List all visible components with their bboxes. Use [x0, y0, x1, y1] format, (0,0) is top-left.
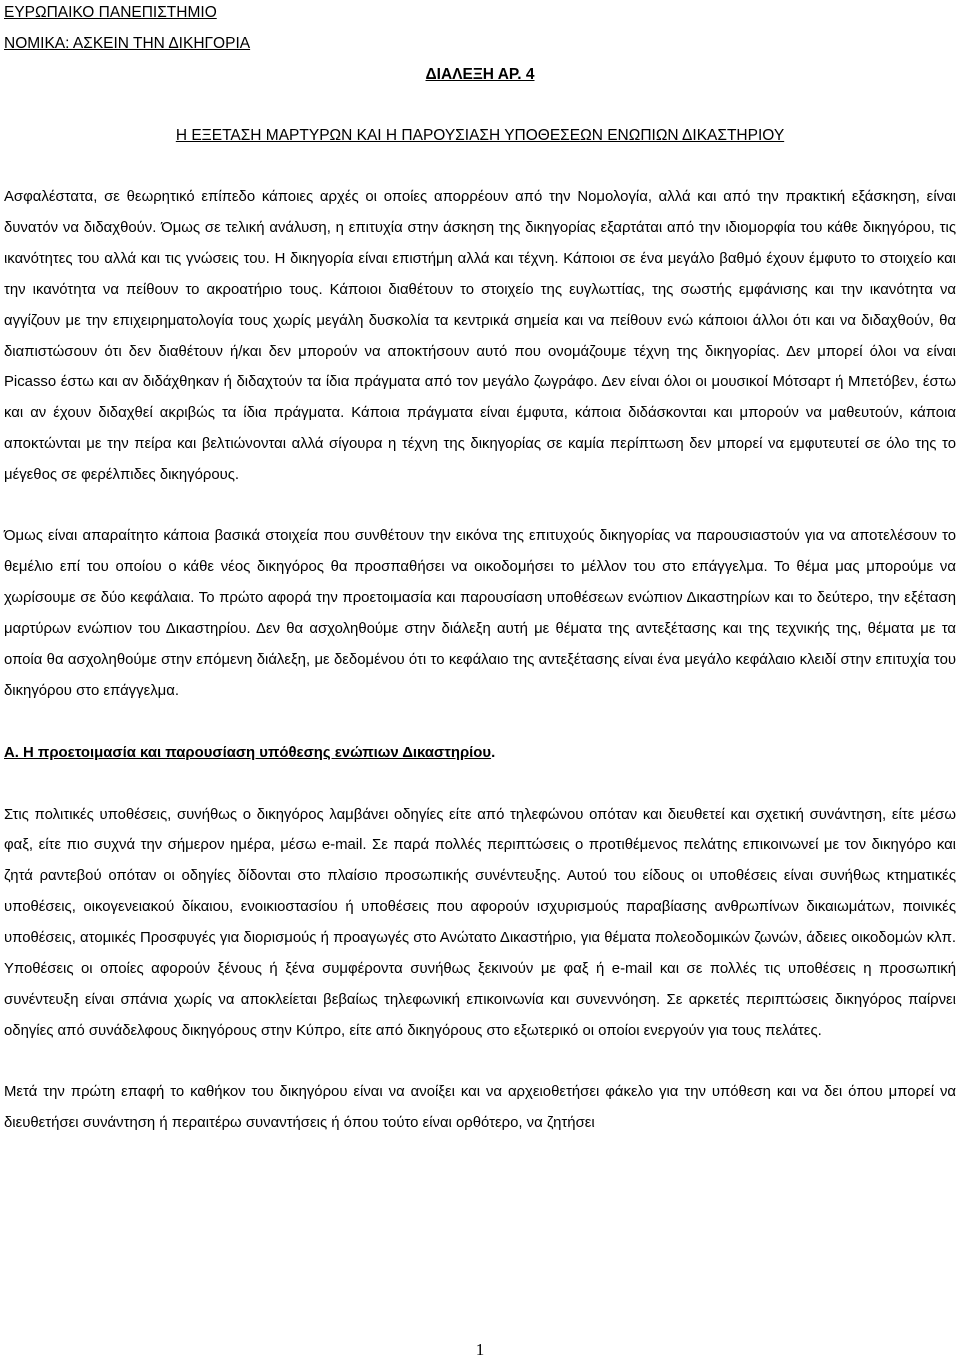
course-heading: ΝΟΜΙΚΑ: ΑΣΚΕΙΝ ΤΗΝ ΔΙΚΗΓΟΡΙΑ [4, 35, 251, 52]
lecture-title: Η ΕΞΕΤΑΣΗ ΜΑΡΤΥΡΩΝ ΚΑΙ Η ΠΑΡΟΥΣΙΑΣΗ ΥΠΟΘΕΣΕΩΝ ΕΝΩΠΙΩΝ ΔΙΚΑΣΤΗΡΙΟΥ [175, 127, 785, 144]
university-heading: ΕΥΡΩΠΑΙΚΟ ΠΑΝΕΠΙΣΤΗΜΙΟ [4, 4, 217, 21]
document-page [4, 0, 956, 1139]
page-number: 1 [475, 1340, 485, 1359]
section-a-period: . [491, 744, 496, 761]
paragraph-3: Στις πολιτικές υποθέσεις, συνήθως ο δικηγόρος λαμβάνει οδηγίες είτε από τηλεφώνου οπόταν και διευθετεί και σχετική συνάντηση, είτε μέσω φαξ, είτε πιο συχνά την σήμερον ημέρα, μέσω e-mail. Σε παρά πολλές περιπτώσεις ο προτιθέμενος πελάτης επικοινωνεί με τον δικηγόρο και ζητά ραντεβού οπόταν οι οδηγίες δίδονται στο πλαίσιο προσωπικής συνέντευξης. Αυτού του είδους οι υποθέσεις είναι συνήθως κτηματικές υποθέσεις, οικογενειακού δίκαιου, ενοικιοστασίου ή υποθέσεις που αφορούν ισχυρισμούς παραβίασης ανθρωπίνων δικαιωμάτων, ποινικές υποθέσεις, ατομικές Προσφυγές για διορισμούς ή προαγωγές στο Ανώτατο Δικαστήριο, για θέματα πολεοδομικών ζωνών, άδειες οικοδομών κλπ. Υποθέσεις οι οποίες αφορούν ξένους ή ξένα συμφέροντα συνήθως ξεκινούν με φαξ ή e-mail και σε πολλές τις υποθέσεις η προσωπική συνέντευξη είναι σπάνια χωρίς να αποκλείεται βεβαίως τηλεφωνική επικοινωνία και συνεννόηση. Σε αρκετές περιπτώσεις δικηγόρος παίρνει οδηγίες από συνάδελφους δικηγόρους στην Κύπρο, είτε από δικηγόρους στο εξωτερικό οι οποίοι ενεργούν για τους πελάτες. [4, 806, 956, 1039]
paragraph-1: Ασφαλέστατα, σε θεωρητικό επίπεδο κάποιες αρχές οι οποίες απορρέουν από την Νομολογία, αλλά και από την πρακτική εξάσκηση, είναι δυνατόν να διδαχθούν. Όμως σε τελική ανάλυση, η επιτυχία στην άσκηση της δικηγορίας εξαρτάται από την ιδιομορφία του κάθε δικηγόρου, τις ικανότητες του αλλά και τις γνώσεις του. Η δικηγορία είναι επιστήμη αλλά και τέχνη. Κάποιοι σε ένα μεγάλο βαθμό έχουν έμφυτο το στοιχείο και την ικανότητα να πείθουν το ακροατήριο τους. Κάποιοι διαθέτουν το στοιχείο της ευγλωττίας, της σωστής εμφάνισης και την ικανότητα να αγγίζουν με την επιχειρηματολογία τους χωρίς μεγάλη δυσκολία τα κεντρικά σημεία και να πείθουν ενώ κάποιοι άλλοι ότι και να διδαχθούν, θα διαπιστώσουν ότι δεν διαθέτουν ή/και δεν μπορούν να αποκτήσουν αυτό που ονομάζουμε τέχνη της δικηγορίας. Δεν μπορεί όλοι να είναι Picasso έστω και αν διδάχθηκαν ή διδαχτούν τα ίδια πράγματα από τον μεγάλο ζωγράφο. Δεν είναι όλοι οι μουσικοί Μότσαρτ ή Μπετόβεν, έστω και αν έχουν διδαχθεί ακριβώς τα ίδια πράγματα. Κάποια πράγματα είναι έμφυτα, κάποια διδάσκονται και μπορούν να μαθευτούν, κάποια αποκτώνται με την πείρα και βελτιώνονται αλλά σίγουρα η τέχνη της δικηγορίας σε καμία περίπτωση δεν μπορεί να εμφυτευτεί σε όλο της το μέγεθος σε φερέλπιδες δικηγόρους. [4, 189, 956, 484]
section-a-title: Α. Η προετοιμασία και παρουσίαση υπόθεσης ενώπιων Δικαστηρίου [4, 744, 492, 761]
paragraph-2: Όμως είναι απαραίτητο κάποια βασικά στοιχεία που συνθέτουν την εικόνα της επιτυχούς δικηγορίας να παρουσιαστούν για να αποτελέσουν το θεμέλιο επί του οποίου ο κάθε νέος δικηγόρος θα προσπαθήσει να οικοδομήσει το μέλλον του στο επάγγελμα. Το θέμα μας μπορούμε να χωρίσουμε σε δύο κεφάλαια. Το πρώτο αφορά την προετοιμασία και παρουσίαση υποθέσεων ενώπιον Δικαστηρίων και το δεύτερο, την εξέταση μαρτύρων ενώπιον του Δικαστηρίου. Δεν θα ασχοληθούμε στην διάλεξη αυτή με θέματα της αντεξέτασης και της τεχνικής της, θέματα με τα οποία θα ασχοληθούμε στην επόμενη διάλεξη, με δεδομένου ότι το κεφάλαιο της αντεξέτασης είναι ένα μεγάλο κεφάλαιο κλειδί στην επιτυχία του δικηγόρου στο επάγγελμα. [4, 528, 956, 699]
lecture-number: ΔΙΑΛΕΞΗ ΑΡ. 4 [425, 66, 535, 83]
paragraph-4: Μετά την πρώτη επαφή το καθήκον του δικηγόρου είναι να ανοίξει και να αρχειοθετήσει φάκελο για την υπόθεση και να δει όπου μπορεί να διευθετήσει συνάντηση ή περαιτέρω συναντήσεις ή όπου τούτο είναι ορθότερο, να ζητήσει [4, 1083, 956, 1131]
section-a-heading [4, 738, 956, 769]
